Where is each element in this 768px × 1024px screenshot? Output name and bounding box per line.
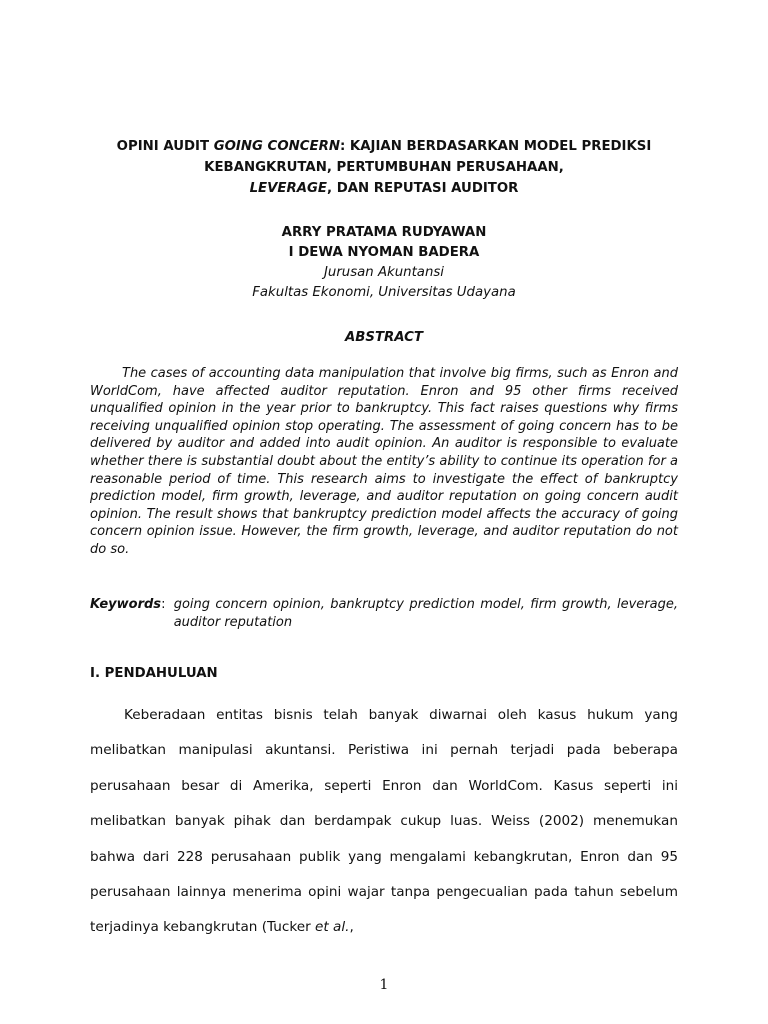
author-2: I DEWA NYOMAN BADERA [288, 245, 480, 260]
keywords-label: Keywords [90, 597, 162, 612]
body-paragraph: Keberadaan entitas bisnis telah banyak diwarnai oleh kasus hukum yang melibatkan manipulasi akuntansi. Peristiwa ini pernah terjadi pada beberapa perusahaan besar di Amerika, seperti Enron dan WorldCom. Kasus seperti ini melibatkan banyak pihak dan berdampak cukup luas. Weiss (2002) menemukan bahwa dari 228 perusahaan publik yang mengalami kebangkrutan, Enron dan 95 perusahaan lainnya menerima opini wajar tanpa pengecualian pada tahun sebelum terjadinya kebangkrutan (Tucker et al., [90, 707, 678, 936]
et-al: et al. [315, 919, 350, 936]
author-1: ARRY PRATAMA RUDYAWAN [281, 225, 487, 240]
abstract-text: The cases of accounting data manipulation that involve big firms, such as Enron and WorldCom, have affected auditor reputation. Enron and 95 other firms received unqualified opinion in the year prior to bankruptcy. This fact raises questions why firms receiving unqualified opinion stop operating. The assessment of going concern has to be delivered by auditor and added into audit opinion. An auditor is responsible to evaluate whether there is substantial doubt about the entity’s ability to continue its operation for a reasonable period of time. This research aims to investigate the effect of bankruptcy prediction model, firm growth, leverage, and auditor reputation on going concern audit opinion. The result shows that bankruptcy prediction model affects the accuracy of going concern opinion issue. However, the firm growth, leverage, and auditor reputation do not do so. [90, 366, 678, 557]
abstract-heading: ABSTRACT [344, 330, 424, 345]
author-block [60, 223, 708, 303]
keywords-text: going concern opinion, bankruptcy prediction model, firm growth, leverage, auditor reputation [173, 597, 678, 630]
keywords [90, 596, 678, 631]
title-line-3: LEVERAGE, DAN REPUTASI AUDITOR [249, 181, 519, 196]
page-number: 1 [379, 977, 389, 993]
paper-title [60, 136, 708, 199]
title-line-2: KEBANGKRUTAN, PERTUMBUHAN PERUSAHAAN, [204, 160, 564, 175]
keywords-separator: : [161, 597, 174, 612]
title-line-1: OPINI AUDIT GOING CONCERN: KAJIAN BERDASARKAN MODEL PREDIKSI [116, 139, 652, 154]
faculty: Fakultas Ekonomi, Universitas Udayana [252, 285, 516, 300]
department: Jurusan Akuntansi [323, 265, 445, 280]
section-heading: I. PENDAHULUAN [90, 666, 218, 681]
